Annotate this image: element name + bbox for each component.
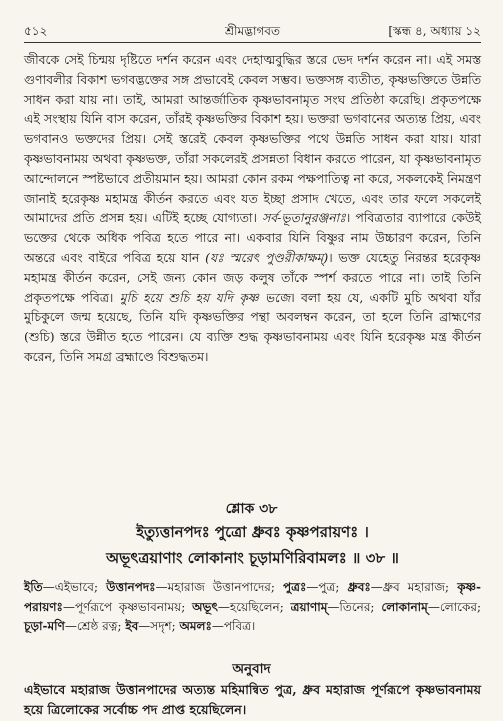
synonym-word: পুত্রঃ (283, 580, 307, 594)
synonym-word: ত্রয়াণাম্ (290, 599, 328, 614)
synonym-meaning: পূর্ণরূপে কৃষ্ণভাবনাময়; (74, 599, 186, 614)
translation-text: এইভাবে মহারাজ উত্তানপাদের অত্যন্ত মহিমান্বিত পুত্র, ধ্রুব মহারাজ পূর্ণরূপে কৃষ্ণভাবনাময় হয়ে ত্রিলোকের সর্বোচ্চ পদ প্রাপ্ত হয়েছিলেন। (24, 682, 481, 717)
purport-text (24, 50, 481, 367)
quote-sarva-bhuta: সর্ব-ভূতানুরঞ্জনাঃ (262, 210, 346, 226)
chapter-reference: [স্কন্ধ ৪, অধ্যায় ১২ (388, 24, 481, 38)
synonyms (24, 578, 481, 637)
synonym-entry: ইব—সদৃশ; (125, 619, 176, 634)
synonym-word: কৃষ্ণ-পরায়ণঃ (24, 580, 481, 614)
synonym-word: ধ্রুবঃ (347, 580, 371, 594)
synonym-entry: অমলঃ—পবিত্র। (179, 619, 256, 634)
synonym-entry: চূড়া-মণি—শ্রেষ্ঠ রত্ন; (24, 619, 122, 634)
synonym-meaning: লোকের; (439, 599, 481, 614)
synonym-word: ইতি (24, 580, 43, 594)
synonym-entry: অভূৎ—হয়েছিলেন; (192, 599, 284, 614)
synonym-entry: ধ্রুবঃ—ধ্রুব মহারাজ; (347, 580, 450, 594)
verse-line-1: ইত্যুত্তানপদঃ পুত্রো ধ্রুবঃ কৃষ্ণপরায়ণঃ । (136, 523, 369, 541)
page-header (24, 22, 481, 40)
synonym-word: অমলঃ (179, 619, 212, 634)
synonym-meaning: শ্রেষ্ঠ রত্ন; (76, 619, 122, 634)
book-title: শ্রীমদ্ভাগবত (224, 24, 280, 38)
verse-line-2: অভূৎত্রয়াণাং লোকানাং চূড়ামণিরিবামলঃ ॥ ৩৮ ॥ (106, 549, 399, 567)
synonym-meaning: পুত্র; (318, 580, 340, 594)
synonym-entry: উত্তানপদঃ—মহারাজ উত্তানপাদের; (106, 580, 275, 594)
purport-part-3: । ভক্ত যেহেতু নিরন্তর হরেকৃষ্ণ মহামন্ত্র কীর্তন করেন, সেই জন্য কোন জড় কলুষ তাঁকে স্পর্শ করতে পারে না। তাই তিনি প্রকৃতপক্ষে পবিত্র। (24, 249, 481, 305)
verse-heading: শ্লোক ৩৮ (225, 501, 278, 517)
synonym-meaning: মহারাজ উত্তানপাদের; (167, 580, 275, 594)
synonym-word: অভূৎ (192, 599, 218, 614)
synonym-word: উত্তানপদঃ (106, 580, 156, 594)
quote-yah-smaret: (যঃ স্মরেৎ পুণ্ডরীকাক্ষম্) (205, 249, 329, 265)
synonym-meaning: হয়েছিলেন; (229, 599, 284, 614)
verse-text (24, 519, 481, 571)
synonym-entry: ত্রয়াণাম্—তিনের; (290, 599, 375, 614)
synonym-entry: কৃষ্ণ-পরায়ণঃ—পূর্ণরূপে কৃষ্ণভাবনাময়; (24, 580, 481, 614)
quote-muchi: মুচি হয়ে শুচি হয় যদি কৃষ্ণ ভজে (119, 289, 291, 305)
synonym-entry: লোকানাম্—লোকের; (381, 599, 481, 614)
synonym-meaning: পবিত্র। (223, 619, 256, 634)
synonym-meaning: এইভাবে; (54, 580, 99, 594)
translation-heading: অনুবাদ (232, 661, 271, 677)
synonym-word: লোকানাম্ (381, 599, 428, 614)
purport-part-1: জীবকে সেই চিন্ময় দৃষ্টিতে দর্শন করেন এবং দেহাত্মবুদ্ধির স্তরে ভেদ দর্শন করেন না। এই সমস্ত গুণাবলীর বিকাশ ভগবদ্ভক্তের সঙ্গ প্রভাবেই কেবল সম্ভব। ভক্তসঙ্গ ব্যতীত, কৃষ্ণভক্তিতে উন্নতি সাধন করা যায় না। তাই, আমরা আন্তর্জাতিক কৃষ্ণভাবনামৃত সংঘ প্রতিষ্ঠা করেছি। প্রকৃতপক্ষে এই সংস্থায় যিনি বাস করেন, তাঁরই কৃষ্ণভক্তির বিকাশ হয়। ভক্তরা ভগবানের অত্যন্ত প্রিয়, এবং ভগবানও ভক্তদের প্রিয়। সেই স্তরেই কেবল কৃষ্ণভক্তির পথে উন্নতি সাধন করা যায়। যারা কৃষ্ণভাবনাময় অথবা কৃষ্ণভক্ত, তাঁরা সকলেরই প্রসন্নতা বিধান করতে পারেন, যা কৃষ্ণভাবনামৃত আন্দোলনে স্পষ্টভাবে প্রতীয়মান হয়। আমরা কোন রকম পক্ষপাতিত্ব না করে, সকলকেই নিমন্ত্রণ জানাই হরেকৃষ্ণ মহামন্ত্র কীর্তন করতে এবং যত ইচ্ছা প্রসাদ খেতে, এবং তার ফলে সকলেই আমাদের প্রতি প্রসন্ন হয়। এটিই হচ্ছে যোগ্যতা। (24, 52, 481, 226)
purport-paragraph (24, 50, 481, 367)
synonym-entry: ইতি—এইভাবে; (24, 580, 99, 594)
purport-part-4: । বলা হয় যে, একটি মুচি অথবা যাঁর মুচিকুলে জন্ম হয়েছে, তিনি যদি কৃষ্ণভক্তির পন্থা অবলম্বন করেন, তা হলে তিনি ব্রাহ্মণের (শুচি) স্তরে উন্নীত হতে পারেন। যে ব্যক্তি শুদ্ধ কৃষ্ণভাবনাময় এবং যিনি হরেকৃষ্ণ মন্ত্র কীর্তন করেন, তিনি সমগ্র ব্রহ্মাণ্ডে বিশুদ্ধতম। (24, 289, 481, 364)
synonym-meaning: সদৃশ; (150, 619, 176, 634)
header-rule (24, 42, 481, 43)
synonym-meaning: ধ্রুব মহারাজ; (382, 580, 450, 594)
page-number: ৫১২ (24, 24, 48, 38)
synonym-entry: পুত্রঃ—পুত্র; (283, 580, 340, 594)
synonym-word: ইব (125, 619, 139, 634)
synonym-meaning: তিনের; (339, 599, 375, 614)
synonym-word: চূড়া-মণি (24, 619, 65, 634)
purport-part-2: । পবিত্রতার ব্যাপারে কেউই ভক্তের থেকে অধিক পবিত্র হতে পারে না। একবার যিনি বিষ্ণুর নাম উচ্চারণ করেন, তিনি অন্তরে এবং বাইরে পবিত্র হয়ে যান (24, 210, 481, 265)
